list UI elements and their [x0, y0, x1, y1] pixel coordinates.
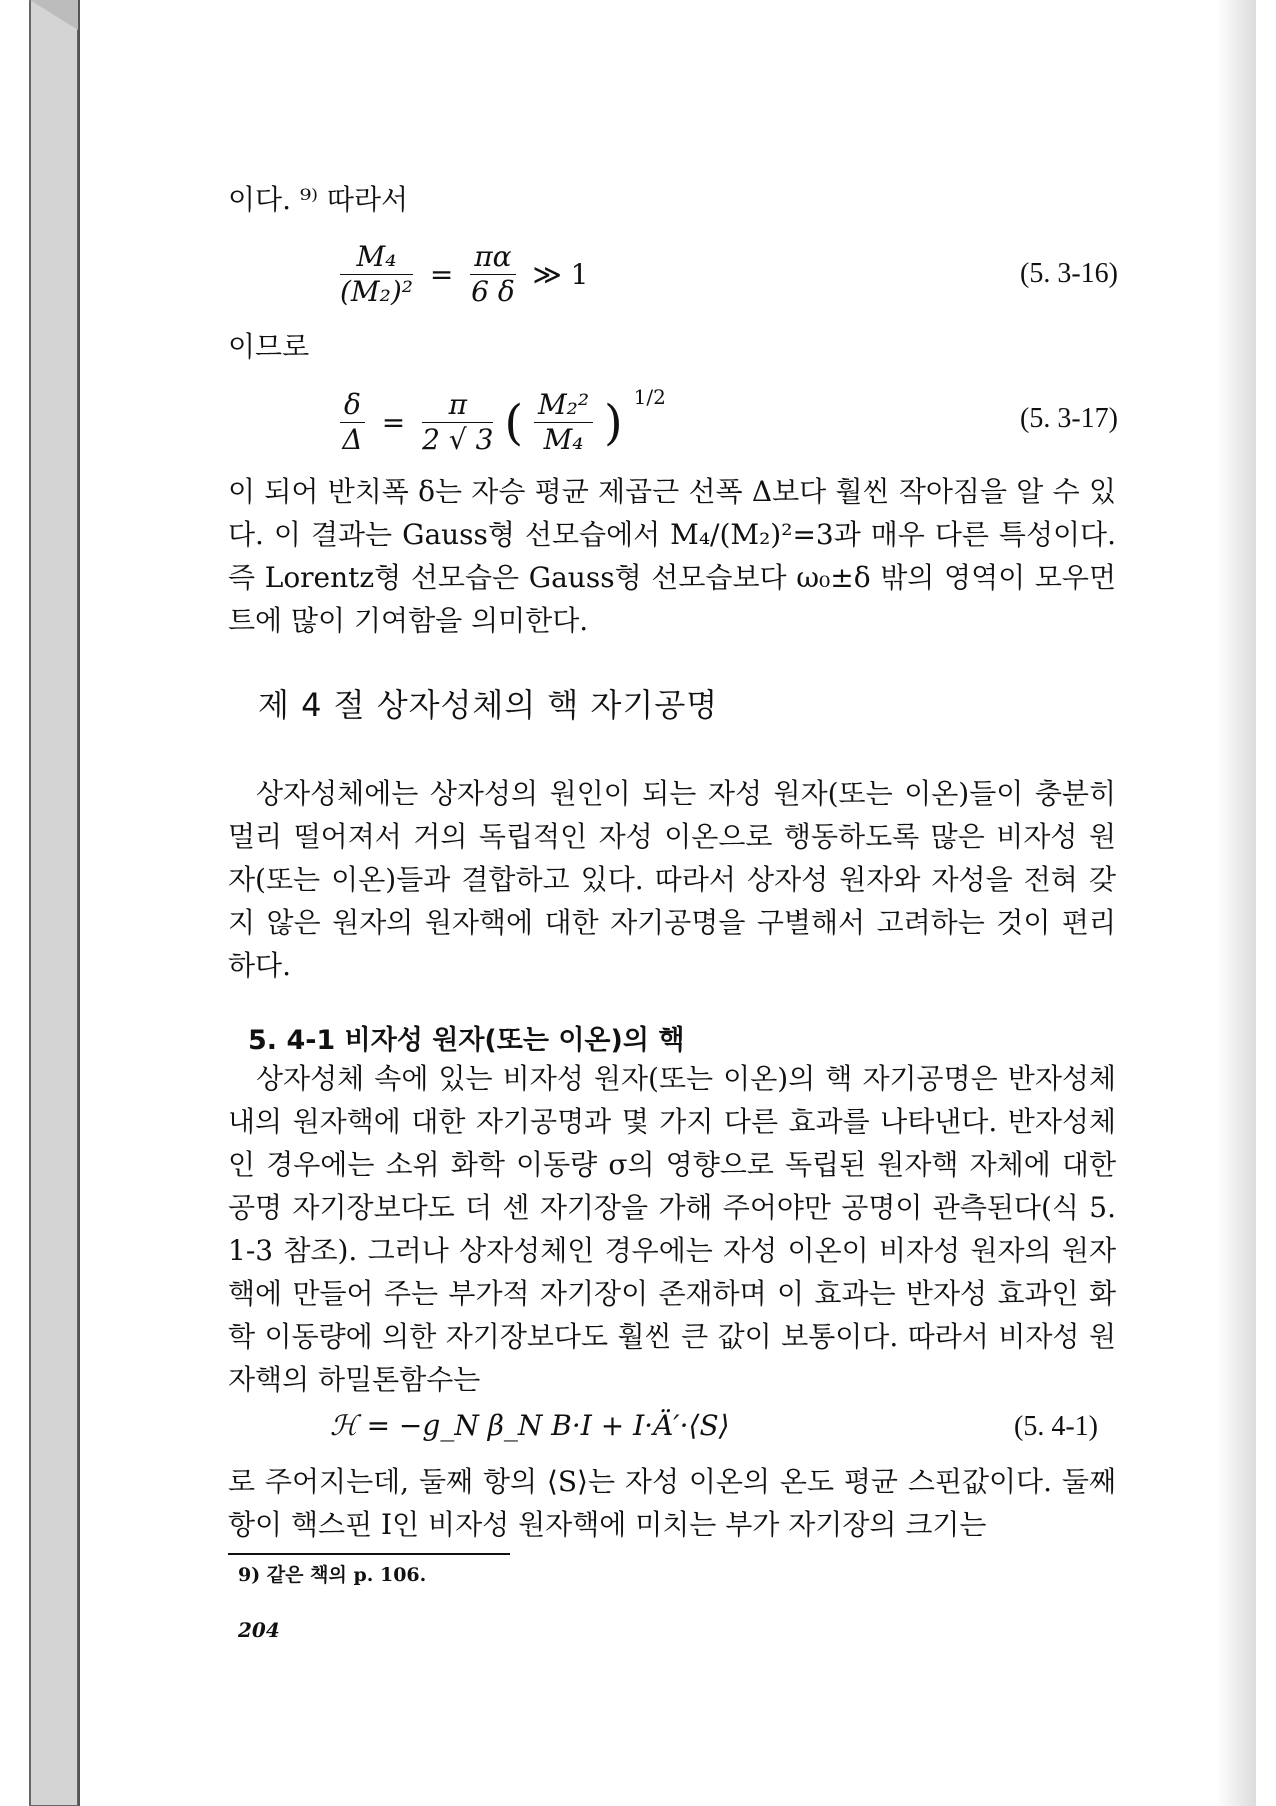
- fraction-m4-m2: [340, 240, 413, 309]
- denominator: 6 δ: [471, 275, 515, 308]
- fraction-pi-alpha: [470, 240, 515, 309]
- equation-5-3-16: [230, 240, 1118, 310]
- equation-number: (5. 3-17): [1020, 403, 1118, 434]
- equation-5-3-17: [230, 385, 1118, 455]
- paragraph-result: 이 되어 반치폭 δ는 자승 평균 제곱근 선폭 Δ보다 훨씬 작아짐을 알 수 있다. 이 결과는 Gauss형 선모습에서 M₄/(M₂)²=3과 매우 다른 특성이다. 즉 Lorentz형 선모습은 Gauss형 선모습보다 ω₀±δ 밖의 영역이 모우먼트에 많이 기여함을 의미한다.: [228, 475, 1116, 637]
- paragraph-thermal-average: 로 주어지는데, 둘째 항의 ⟨S⟩는 자성 이온의 온도 평균 스핀값이다. 둘째 항이 핵스핀 I인 비자성 원자핵에 미치는 부가 자기장의 크기는: [228, 1465, 1116, 1541]
- numerator: πα: [470, 240, 515, 275]
- intro-text: 이다. ⁹⁾ 따라서: [228, 183, 409, 216]
- section-title: 제 4 절 상자성체의 핵 자기공명: [258, 686, 719, 724]
- numerator: π: [422, 388, 493, 423]
- fraction-delta: [340, 388, 365, 457]
- equation-number: (5. 3-16): [1020, 258, 1118, 289]
- exponent: 1/2: [633, 385, 666, 409]
- hamiltonian: ℋ = −g_N β_N B·I + I·Ä′·⟨S⟩: [330, 1409, 730, 1442]
- fraction-moments: [534, 388, 593, 457]
- equation-number: (5. 4-1): [1014, 1411, 1098, 1442]
- numerator: M₄: [340, 240, 413, 275]
- rhs: ≫ 1: [532, 258, 589, 291]
- subsection-title: 5. 4-1 비자성 원자(또는 이온)의 핵: [248, 1025, 685, 1056]
- imeuro-text: 이므로: [228, 330, 310, 363]
- fraction-pi-root3: [422, 388, 493, 457]
- numerator: δ: [340, 388, 365, 423]
- page-edge-shadow: [1216, 0, 1256, 1806]
- numerator: M₂²: [534, 388, 593, 423]
- page-number: 204: [238, 1618, 280, 1642]
- equals-sign: =: [429, 258, 454, 291]
- equals-sign: =: [381, 406, 406, 439]
- denominator: Δ: [342, 423, 363, 456]
- denominator: M₄: [543, 423, 584, 456]
- footnote: 9) 같은 책의 p. 106.: [238, 1564, 427, 1586]
- right-paren: ): [604, 394, 623, 451]
- denominator: (M₂)²: [340, 275, 413, 308]
- footnote-rule: [228, 1553, 510, 1555]
- equation-5-4-1: [230, 1403, 1118, 1451]
- paragraph-nonmagnetic-nucleus: 상자성체 속에 있는 비자성 원자(또는 이온)의 핵 자기공명은 반자성체 내의 원자핵에 대한 자기공명과 몇 가지 다른 효과를 나타낸다. 반자성체인 경우에는 소위 화학 이동량 σ의 영향으로 독립된 원자핵 자체에 대한 공명 자기장보다도 더 센 자기장을 가해 주어야만 공명이 관측된다(식 5. 1-3 참조). 그러나 상자성체인 경우에는 자성 이온이 비자성 원자의 원자핵에 만들어 주는 부가적 자기장이 존재하며 이 효과는 반자성 효과인 화학 이동량에 의한 자기장보다도 훨씬 큰 값이 보통이다. 따라서 비자성 원자핵의 하밀톤함수는: [228, 1062, 1116, 1396]
- denominator: 2 √ 3: [422, 423, 494, 456]
- left-paren: (: [504, 394, 524, 451]
- paragraph-paramagnet: 상자성체에는 상자성의 원인이 되는 자성 원자(또는 이온)들이 충분히 멀리 떨어져서 거의 독립적인 자성 이온으로 행동하도록 많은 비자성 원자(또는 이온)들과 결합하고 있다. 따라서 상자성 원자와 자성을 전혀 갖지 않은 원자의 원자핵에 대한 자기공명을 구별해서 고려하는 것이 편리하다.: [228, 777, 1116, 982]
